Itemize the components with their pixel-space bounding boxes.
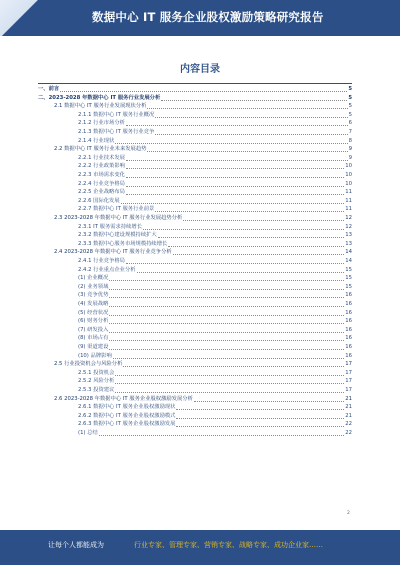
- report-header: [0, 0, 400, 36]
- toc-entry-label: 2.1 数据中心 IT 服务行业发展现状分析: [54, 103, 147, 110]
- toc-leader-dots: [99, 435, 344, 436]
- toc-entry[interactable]: [78, 163, 352, 170]
- toc-entry-page: 12: [345, 215, 352, 221]
- toc-entry-page: 13: [345, 240, 352, 247]
- toc-entry[interactable]: [78, 327, 352, 334]
- toc-leader-dots: [147, 151, 347, 152]
- toc-entry[interactable]: [78, 335, 352, 342]
- toc-entry-label: 2.2.4 行业竞争格局: [78, 180, 125, 187]
- toc-entry-label: 2.1.2 行业市场分析: [78, 120, 125, 127]
- toc-entry-label: (8) 市场占有: [78, 335, 109, 342]
- toc-leader-dots: [183, 220, 344, 221]
- toc-leader-dots: [109, 297, 344, 298]
- toc-leader-dots: [109, 306, 344, 307]
- toc-entry-page: 11: [345, 189, 352, 196]
- toc-entry[interactable]: [78, 344, 352, 351]
- toc-leader-dots: [123, 366, 344, 367]
- toc-entry[interactable]: [78, 387, 352, 394]
- toc-entry-page: 21: [345, 404, 352, 411]
- toc-entry-page: 16: [345, 335, 352, 342]
- toc-leader-dots: [115, 143, 347, 144]
- toc-entry[interactable]: [54, 146, 352, 153]
- toc-entry-page: 17: [345, 361, 352, 368]
- toc-entry-label: 2.3.3 数据中心服务市场规模持续增长: [78, 240, 168, 247]
- toc-entry-page: 9: [348, 146, 352, 153]
- toc-entry-page: 22: [345, 421, 352, 428]
- toc-entry-page: 15: [345, 283, 352, 290]
- toc-entry[interactable]: [78, 224, 352, 231]
- footer-roles: 行业专家、管理专家、营销专家、战略专家、成功企业家……: [134, 541, 323, 549]
- toc-leader-dots: [126, 177, 344, 178]
- toc-entry[interactable]: [78, 275, 352, 282]
- toc-entry-label: (2) 业务领域: [78, 283, 109, 290]
- toc-entry-page: 6: [348, 120, 352, 127]
- toc-entry[interactable]: [54, 361, 352, 368]
- toc-entry-page: 5: [348, 111, 352, 118]
- toc-leader-dots: [60, 91, 347, 92]
- toc-entry-label: 2.6.3 数据中心 IT 服务企业股权激励发展: [78, 421, 176, 428]
- toc-entry-page: 21: [345, 412, 352, 419]
- toc-entry[interactable]: [78, 129, 352, 136]
- toc-leader-dots: [137, 272, 345, 273]
- toc-leader-dots: [109, 315, 344, 316]
- toc-entry[interactable]: [78, 353, 352, 360]
- toc-entry-label: 2.5.1 投资机会: [78, 369, 115, 376]
- toc-entry[interactable]: [38, 95, 352, 102]
- toc-entry-page: 17: [345, 369, 352, 376]
- toc-leader-dots: [126, 160, 348, 161]
- toc-entry-page: 16: [345, 326, 352, 333]
- toc-entry[interactable]: [78, 198, 352, 205]
- toc-leader-dots: [194, 401, 344, 402]
- toc-entry-page: 5: [348, 103, 352, 110]
- toc-entry-label: 2.3.1 IT 服务需求持续增长: [78, 223, 143, 230]
- toc-leader-dots: [155, 134, 347, 135]
- report-footer: [0, 530, 400, 565]
- toc-entry-label: 2.3 2023-2028 年数据中心 IT 服务行业发展趋势分析: [54, 215, 183, 221]
- toc-entry[interactable]: [78, 310, 352, 317]
- toc-entry[interactable]: [78, 284, 352, 291]
- toc-entry-page: 10: [345, 180, 352, 187]
- toc-entry-label: (3) 竞争优势: [78, 292, 109, 299]
- toc-entry-page: 14: [345, 249, 352, 256]
- report-title: 数据中心 IT 服务企业股权激励策略研究报告: [92, 10, 324, 24]
- toc-entry-page: 11: [345, 206, 352, 213]
- toc-leader-dots: [143, 229, 344, 230]
- toc-entry[interactable]: [38, 86, 352, 93]
- toc-entry[interactable]: [78, 370, 352, 377]
- toc-leader-dots: [109, 332, 344, 333]
- toc-leader-dots: [176, 409, 344, 410]
- toc-entry-page: 15: [345, 275, 352, 282]
- toc-entry[interactable]: [78, 421, 352, 428]
- toc-entry-label: 2.2.7 数据中心 IT 服务行业前景: [78, 206, 155, 213]
- toc-entry-page: 7: [348, 129, 352, 135]
- toc-entry-label: 2.6.1 数据中心 IT 服务企业股权激励现状: [78, 404, 176, 411]
- toc-entry[interactable]: [78, 241, 352, 248]
- toc-entry-page: 9: [348, 154, 352, 161]
- toc-entry-page: 11: [345, 197, 352, 204]
- toc-entry-label: 2.4.1 行业竞争格局: [78, 258, 125, 264]
- toc-leader-dots: [126, 168, 344, 169]
- toc-entry[interactable]: [78, 378, 352, 385]
- toc-entry-page: 12: [345, 223, 352, 230]
- toc-entry[interactable]: [78, 318, 352, 325]
- toc-leader-dots: [155, 211, 344, 212]
- toc-leader-dots: [176, 418, 344, 419]
- toc-leader-dots: [109, 289, 344, 290]
- toc-entry-page: 16: [345, 301, 352, 307]
- toc-entry[interactable]: [54, 396, 352, 403]
- toc-entry[interactable]: [54, 103, 352, 110]
- toc-leader-dots: [126, 194, 344, 195]
- toc-leader-dots: [161, 100, 347, 101]
- toc-entry-page: 16: [345, 309, 352, 316]
- toc-entry-label: 2.5.3 投资建议: [78, 387, 115, 393]
- toc-entry-label: 2.4 2023-2028 年数据中心 IT 服务行业竞争分析: [54, 249, 172, 256]
- toc-entry-page: 5: [348, 86, 352, 92]
- toc-leader-dots: [126, 186, 344, 187]
- toc-entry-label: 2.1.3 数据中心 IT 服务行业竞争: [78, 129, 155, 135]
- toc-entry-page: 16: [345, 292, 352, 299]
- header-corner-decoration: [0, 0, 42, 36]
- toc-entry[interactable]: [78, 292, 352, 299]
- toc-leader-dots: [109, 340, 344, 341]
- toc-entry[interactable]: [78, 258, 352, 265]
- toc-entry[interactable]: [78, 181, 352, 188]
- toc-leader-dots: [158, 237, 345, 238]
- toc-entry-page: 17: [345, 378, 352, 385]
- toc-title: 内容目录: [180, 64, 220, 75]
- toc-entry-label: 2.6 2023-2028 年数据中心 IT 服务企业股权激励发展分析: [54, 395, 193, 402]
- toc-entry-label: 2.2 数据中心 IT 服务行业未来发展趋势: [54, 146, 147, 153]
- toc-entry[interactable]: [78, 138, 352, 145]
- toc-leader-dots: [176, 426, 344, 427]
- toc-entry-label: 一、前言: [38, 86, 60, 92]
- toc-entry-page: 14: [345, 258, 352, 264]
- toc-entry[interactable]: [78, 404, 352, 411]
- toc-leader-dots: [173, 254, 345, 255]
- toc-entry[interactable]: [78, 301, 352, 308]
- toc-entry-page: 16: [345, 352, 352, 359]
- toc-entry-label: 2.5.2 风险分析: [78, 378, 115, 385]
- toc-entry-page: 5: [348, 94, 352, 101]
- toc-entry-label: (9) 渠道建设: [78, 344, 109, 350]
- toc-entry-label: 二、2023-2028 年数据中心 IT 服务行业发展分析: [38, 94, 161, 101]
- toc-entry[interactable]: [54, 249, 352, 256]
- toc-entry-label: 2.2.2 行业政策影响: [78, 163, 125, 170]
- toc-entry-page: 16: [345, 318, 352, 325]
- toc-entry-page: 22: [345, 430, 352, 436]
- toc-leader-dots: [126, 263, 344, 264]
- toc-entry-label: 2.1.1 数据中心 IT 服务行业概况: [78, 111, 155, 118]
- toc-leader-dots: [155, 117, 347, 118]
- toc-entry-page: 16: [345, 344, 352, 350]
- toc-divider: [38, 83, 352, 84]
- toc-entry[interactable]: [54, 215, 352, 222]
- toc-leader-dots: [109, 349, 344, 350]
- toc-entry[interactable]: [78, 267, 352, 274]
- toc-entry[interactable]: [78, 155, 352, 162]
- toc-entry-page: 10: [345, 163, 352, 170]
- toc-entry-label: (10) 品牌影响: [78, 352, 112, 359]
- toc-entry-label: 2.2.5 企业战略布局: [78, 189, 125, 196]
- page-number: 2: [347, 511, 350, 516]
- toc-leader-dots: [109, 280, 344, 281]
- footer-slogan: 让每个人都能成为: [48, 541, 104, 549]
- toc-entry-page: 8: [348, 137, 352, 144]
- toc-entry-page: 15: [345, 266, 352, 273]
- toc-entry[interactable]: [78, 206, 352, 213]
- toc-entry-label: 2.4.2 行业重点企业分析: [78, 266, 136, 273]
- toc-entry-label: (5) 经营状况: [78, 309, 109, 316]
- toc-entry-label: (4) 发展战略: [78, 301, 109, 307]
- toc-entry-label: (1) 总结: [78, 430, 98, 436]
- toc-entry[interactable]: [78, 112, 352, 119]
- toc-entry-page: 10: [345, 172, 352, 178]
- toc-entry-page: 13: [345, 232, 352, 239]
- toc-entry[interactable]: [78, 413, 352, 420]
- toc-entry-label: (1) 企业概况: [78, 275, 109, 282]
- toc-entry-label: 2.6.2 数据中心 IT 服务企业股权激励模式: [78, 412, 176, 419]
- toc-leader-dots: [109, 323, 344, 324]
- toc-entry[interactable]: [78, 430, 352, 437]
- toc-leader-dots: [115, 375, 344, 376]
- toc-entry-label: 2.1.4 行业现状: [78, 137, 115, 144]
- toc-entry[interactable]: [78, 232, 352, 239]
- toc-entry-label: 2.2.3 市场需求变化: [78, 172, 125, 178]
- toc-leader-dots: [113, 358, 345, 359]
- toc-leader-dots: [115, 392, 344, 393]
- toc-leader-dots: [147, 108, 347, 109]
- toc-entry-label: (7) 研发投入: [78, 326, 109, 333]
- toc-entry-label: 2.5 行业投资机会与风险分析: [54, 361, 123, 368]
- toc-entry-page: 17: [345, 387, 352, 393]
- toc-leader-dots: [115, 383, 344, 384]
- toc-leader-dots: [121, 203, 345, 204]
- toc-entry-page: 21: [345, 395, 352, 402]
- toc-entry-label: 2.3.2 数据中心建设规模持续扩大: [78, 232, 157, 239]
- toc-leader-dots: [126, 125, 348, 126]
- toc-leader-dots: [168, 246, 344, 247]
- toc-entry-label: 2.2.1 行业技术发展: [78, 154, 125, 161]
- toc-entry[interactable]: [78, 120, 352, 127]
- toc-entry-label: (6) 财务分析: [78, 318, 109, 325]
- toc-entry-label: 2.2.6 国际化发展: [78, 197, 120, 204]
- toc-entry[interactable]: [78, 189, 352, 196]
- toc-entry[interactable]: [78, 172, 352, 179]
